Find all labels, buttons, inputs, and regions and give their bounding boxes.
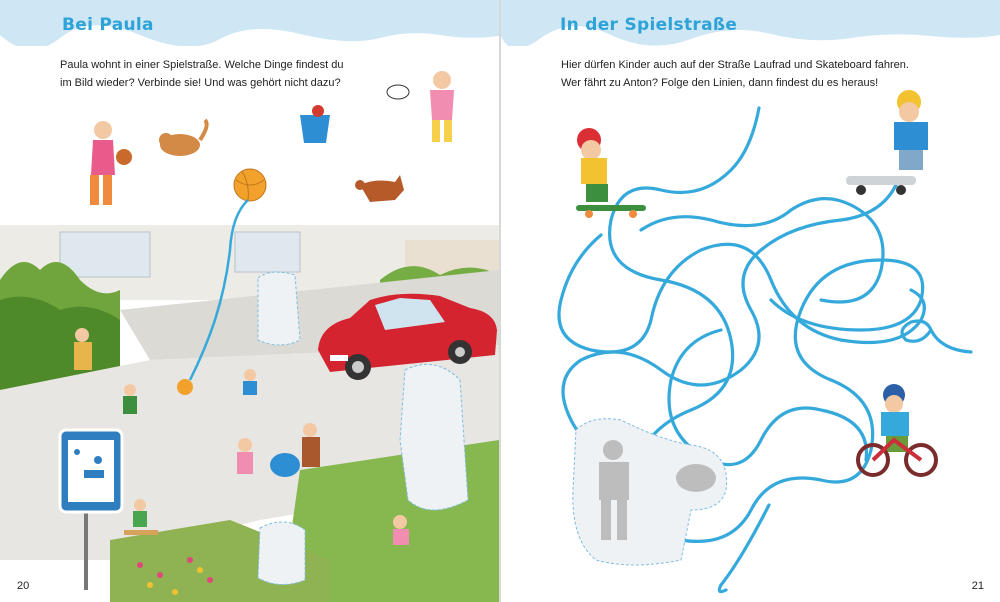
skateboard-kid-left <box>576 128 646 218</box>
intro-line: Paula wohnt in einer Spielstraße. Welche Dinge findest du <box>60 59 344 71</box>
intro-line: Hier dürfen Kinder auch auf der Straße Laufrad und Skateboard fahren. <box>561 59 909 71</box>
page-title: Bei Paula <box>62 15 154 35</box>
page-number: 20 <box>17 580 30 592</box>
page-number: 21 <box>971 580 984 592</box>
page-title: In der Spielstraße <box>560 15 738 35</box>
anton-outline <box>573 419 727 565</box>
page-right <box>501 0 1000 602</box>
dog <box>355 175 404 202</box>
girl-with-ball <box>90 121 132 205</box>
balance-bike-kid <box>858 384 936 475</box>
intro-line: Wer fährt zu Anton? Folge den Linien, dann findest du es heraus! <box>561 77 879 89</box>
maze-illustration <box>501 0 1000 602</box>
page-left <box>0 0 499 602</box>
intro-line: im Bild wieder? Verbinde sie! Und was gehört nicht dazu? <box>60 77 341 89</box>
street-illustration <box>0 0 499 602</box>
cat <box>159 120 207 156</box>
girl-and-dog <box>387 71 454 142</box>
skateboard-kid-right <box>846 90 928 195</box>
